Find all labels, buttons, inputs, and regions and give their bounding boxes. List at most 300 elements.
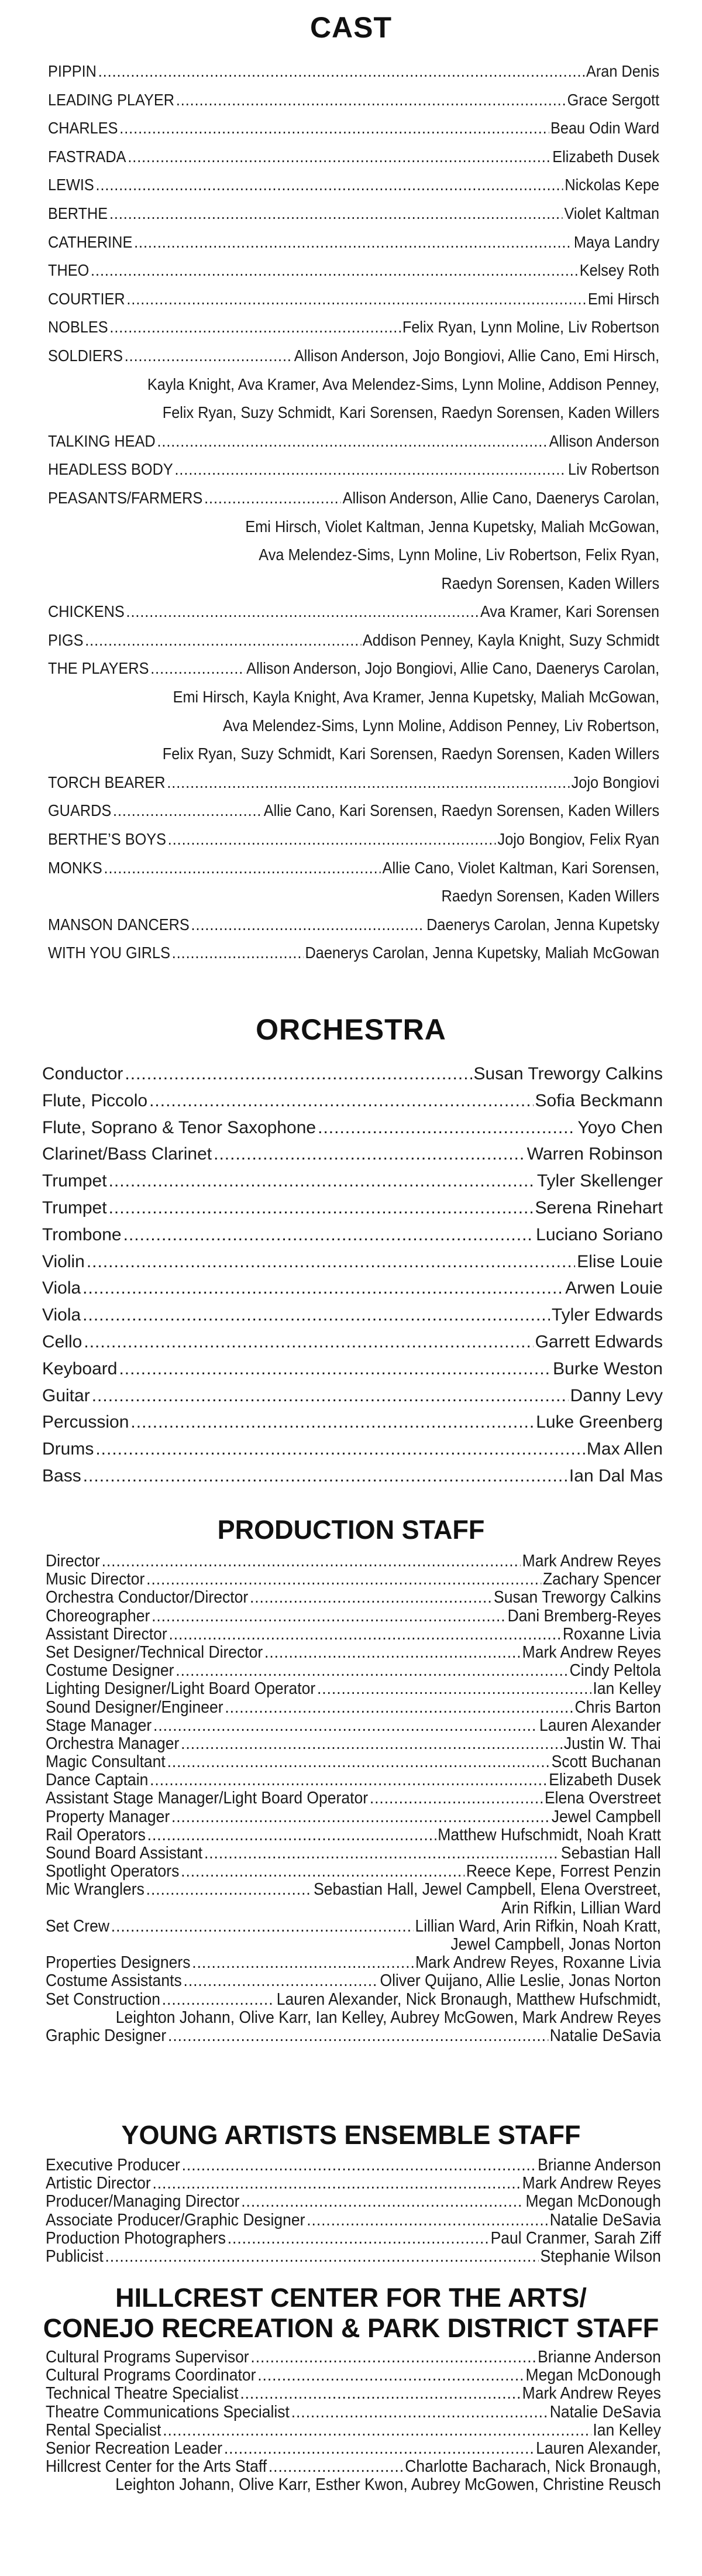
hillcrest-heading-line1: HILLCREST CENTER FOR THE ARTS/ xyxy=(115,2283,587,2313)
credit-role: Viola xyxy=(42,1278,81,1298)
credit-row xyxy=(46,1625,661,1644)
credit-name: Lillian Ward, Arin Rifkin, Noah Kratt, xyxy=(415,1916,661,1936)
credit-role: NOBLES xyxy=(48,318,108,337)
dot-leader xyxy=(182,2156,536,2174)
credit-name: Paul Cranmer, Sarah Ziff xyxy=(490,2228,661,2248)
credit-continuation: Ava Melendez-Sims, Lynn Moline, Liv Robertson, Felix Ryan, xyxy=(259,546,660,564)
credit-role: MANSON DANCERS xyxy=(48,915,190,934)
credit-row xyxy=(48,825,659,854)
dot-leader xyxy=(113,797,262,825)
credit-role: Properties Designers xyxy=(46,1953,191,1973)
credit-name: Serena Rinehart xyxy=(535,1198,663,1217)
credit-role: Set Designer/Technical Director xyxy=(46,1642,263,1662)
credit-row xyxy=(48,854,659,883)
credit-row xyxy=(46,1662,661,1680)
credit-name: Jojo Bongiov, Felix Ryan xyxy=(497,830,660,849)
credit-role: Assistant Stage Manager/Light Board Operator xyxy=(46,1789,369,1808)
credit-role: BERTHE’S BOYS xyxy=(48,830,166,849)
credit-name: Lauren Alexander, Nick Bronaugh, Matthew Hufschmidt, xyxy=(276,1990,661,2009)
credit-role: Publicist xyxy=(46,2246,104,2266)
credit-name: Elizabeth Dusek xyxy=(549,1771,661,1790)
credit-role: Production Photographers xyxy=(46,2228,226,2248)
credit-role: Orchestra Conductor/Director xyxy=(46,1588,249,1607)
credit-row xyxy=(46,1808,661,1826)
cast-list xyxy=(48,57,659,968)
credit-continuation: Ava Melendez-Sims, Lynn Moline, Addison Penney, Liv Robertson, xyxy=(222,716,660,735)
credit-role: Theatre Communications Specialist xyxy=(46,2402,290,2421)
credit-name: Scott Buchanan xyxy=(551,1752,661,1772)
credit-role: TALKING HEAD xyxy=(48,431,156,450)
credit-name: Allison Anderson, Jojo Bongiovi, Allie Cano, Daenerys Carolan, xyxy=(246,659,660,678)
credit-row xyxy=(46,2385,661,2403)
credit-role: Costume Assistants xyxy=(46,1971,182,1991)
credit-name: Maya Landry xyxy=(573,232,660,251)
credit-row xyxy=(46,1735,661,1753)
credit-name: Allie Cano, Kari Sorensen, Raedyn Sorensen, Kaden Willers xyxy=(263,801,660,820)
credit-row xyxy=(48,342,659,371)
credit-row xyxy=(46,2193,661,2211)
dot-leader xyxy=(162,1991,275,2009)
credit-name: Allison Anderson, Jojo Bongiovi, Allie Cano, Emi Hirsch, xyxy=(294,346,660,365)
dot-leader xyxy=(192,1954,414,1972)
dot-leader xyxy=(152,1607,506,1625)
credit-name: Luciano Soriano xyxy=(536,1224,663,1244)
credit-row xyxy=(46,1991,661,2009)
dot-leader xyxy=(111,1918,414,1936)
cast-section xyxy=(0,11,702,962)
credit-role: CHARLES xyxy=(48,119,118,138)
credit-row xyxy=(42,1302,663,1329)
orchestra-section xyxy=(0,1013,702,1486)
credit-role: LEWIS xyxy=(48,176,94,194)
credit-row xyxy=(48,285,659,314)
dot-leader xyxy=(109,313,401,342)
dot-leader xyxy=(126,285,586,314)
credit-role: Assistant Director xyxy=(46,1624,167,1644)
credit-name: Daenerys Carolan, Jenna Kupetsky xyxy=(426,915,660,934)
credit-role: Director xyxy=(46,1552,100,1570)
credit-name: Mark Andrew Reyes xyxy=(522,2174,661,2193)
dot-leader xyxy=(125,1061,472,1088)
dot-leader xyxy=(102,1552,521,1570)
dot-leader xyxy=(82,1302,550,1329)
credit-name: Ava Kramer, Kari Sorensen xyxy=(480,602,660,621)
dot-leader xyxy=(105,2248,538,2266)
credit-row xyxy=(46,1717,661,1735)
dot-leader xyxy=(119,114,549,143)
credit-name: Mark Andrew Reyes xyxy=(522,1642,661,1662)
dot-leader xyxy=(307,2211,548,2229)
dot-leader xyxy=(204,484,341,513)
credit-row xyxy=(46,2211,661,2229)
dot-leader xyxy=(168,1625,561,1644)
hillcrest-staff-section xyxy=(0,2283,702,2495)
credit-continuation: Felix Ryan, Suzy Schmidt, Kari Sorensen, Raedyn Sorensen, Kaden Willers xyxy=(162,745,660,763)
dot-leader xyxy=(168,825,496,854)
credit-name: Addison Penney, Kayla Knight, Suzy Schmidt xyxy=(362,630,660,649)
yae-staff-list xyxy=(46,2156,661,2266)
credit-row xyxy=(48,455,659,484)
credit-continuation: Emi Hirsch, Violet Kaltman, Jenna Kupetsky, Maliah McGowan, xyxy=(245,517,660,536)
production-staff-heading: PRODUCTION STAFF xyxy=(217,1515,485,1545)
credit-role: Associate Producer/Graphic Designer xyxy=(46,2210,305,2229)
credit-name: Elise Louie xyxy=(577,1251,663,1271)
credit-name: Matthew Hufschmidt, Noah Kratt xyxy=(438,1825,661,1844)
credit-role: THE PLAYERS xyxy=(48,659,149,678)
dot-leader xyxy=(257,2366,524,2385)
credit-row xyxy=(46,1954,661,1972)
credit-row xyxy=(48,171,659,200)
credit-name: Elizabeth Dusek xyxy=(552,147,660,166)
credit-role: Set Crew xyxy=(46,1916,109,1936)
credit-role: FASTRADA xyxy=(48,147,126,166)
production-staff-section xyxy=(0,1515,702,2045)
credit-name: Tyler Skellenger xyxy=(536,1171,663,1191)
dot-leader xyxy=(214,1141,525,1168)
dot-leader xyxy=(172,939,304,968)
credit-name: Sebastian Hall, Jewel Campbell, Elena Overstreet, xyxy=(314,1880,661,1899)
credit-name: Susan Treworgy Calkins xyxy=(494,1588,661,1607)
credit-row xyxy=(46,1644,661,1662)
cast-heading: CAST xyxy=(309,11,393,44)
credit-row xyxy=(46,2366,661,2385)
credit-role: SOLDIERS xyxy=(48,346,123,365)
credit-name: Mark Andrew Reyes xyxy=(522,2384,661,2403)
credit-row xyxy=(48,654,659,683)
credit-continuation: Raedyn Sorensen, Kaden Willers xyxy=(441,887,660,905)
credit-name: Violet Kaltman xyxy=(564,204,660,222)
yae-staff-heading: YOUNG ARTISTS ENSEMBLE STAFF xyxy=(121,2120,581,2150)
dot-leader xyxy=(167,1753,550,1771)
credit-role: Flute, Piccolo xyxy=(42,1090,148,1110)
credit-role: CATHERINE xyxy=(48,232,133,251)
dot-leader xyxy=(149,1088,533,1114)
dot-leader xyxy=(92,1383,569,1409)
credit-role: THEO xyxy=(48,261,90,280)
credit-row xyxy=(48,911,659,939)
credit-row xyxy=(48,598,659,626)
credit-row xyxy=(42,1275,663,1302)
credit-name: Elena Overstreet xyxy=(544,1789,661,1808)
credit-row xyxy=(42,1114,663,1141)
dot-leader xyxy=(153,1717,538,1735)
credit-name: Lauren Alexander, xyxy=(536,2438,661,2458)
credit-row xyxy=(46,2027,661,2045)
dot-leader xyxy=(87,1248,575,1275)
credit-role: Rail Operators xyxy=(46,1825,146,1844)
credit-role: CHICKENS xyxy=(48,602,125,621)
credit-role: Cultural Programs Supervisor xyxy=(46,2348,249,2366)
credit-row xyxy=(46,1570,661,1589)
credit-name: Jewel Campbell xyxy=(551,1807,661,1826)
credit-role: Producer/Managing Director xyxy=(46,2192,240,2211)
credit-name: Reece Kepe, Forrest Penzin xyxy=(466,1862,661,1881)
credit-row xyxy=(48,143,659,171)
credit-name: Aran Denis xyxy=(586,62,660,80)
credit-name: Ian Dal Mas xyxy=(569,1466,663,1486)
credit-row xyxy=(48,484,659,513)
dot-leader xyxy=(250,2348,536,2366)
credit-name: Emi Hirsch xyxy=(587,289,660,308)
credit-role: LEADING PLAYER xyxy=(48,90,175,109)
dot-leader xyxy=(125,342,292,371)
credit-name: Jojo Bongiovi xyxy=(571,773,660,791)
credit-role: Stage Manager xyxy=(46,1716,152,1735)
hillcrest-heading-line2: CONEJO RECREATION & PARK DISTRICT STAFF xyxy=(43,2313,659,2343)
credit-role: Magic Consultant xyxy=(46,1752,166,1772)
yae-staff-section xyxy=(0,2120,702,2266)
dot-leader xyxy=(82,1275,563,1302)
credit-name: Megan McDonough xyxy=(525,2192,661,2211)
credit-row xyxy=(42,1168,663,1195)
dot-leader xyxy=(163,2421,591,2440)
dot-leader xyxy=(241,2193,524,2211)
credit-name: Ian Kelley xyxy=(593,1679,661,1699)
credit-role: Cultural Programs Coordinator xyxy=(46,2366,256,2385)
credit-row xyxy=(42,1088,663,1114)
dot-leader xyxy=(123,1222,535,1248)
credit-name: Brianne Anderson xyxy=(538,2348,661,2366)
credit-name: Oliver Quijano, Allie Leslie, Jonas Norton xyxy=(380,1971,661,1991)
credit-row xyxy=(46,2440,661,2458)
credit-role: Rental Specialist xyxy=(46,2420,161,2440)
credit-name: Beau Odin Ward xyxy=(550,119,660,138)
credit-row xyxy=(46,1607,661,1625)
credit-row xyxy=(46,1753,661,1771)
credit-name: Justin W. Thai xyxy=(563,1734,661,1753)
dot-leader xyxy=(119,1356,551,1383)
dot-leader xyxy=(84,1329,533,1356)
dot-leader xyxy=(134,228,572,257)
credit-row xyxy=(46,1552,661,1570)
dot-leader xyxy=(225,1699,573,1717)
credit-row xyxy=(48,57,659,86)
dot-leader xyxy=(95,1436,585,1463)
credit-continuation: Emi Hirsch, Kayla Knight, Ava Kramer, Jenna Kupetsky, Maliah McGowan, xyxy=(173,688,660,706)
credit-role: Cello xyxy=(42,1332,82,1352)
dot-leader xyxy=(171,1808,550,1826)
credit-role: Trombone xyxy=(42,1224,122,1244)
dot-leader xyxy=(150,654,245,683)
credit-role: Conductor xyxy=(42,1064,123,1083)
credit-row xyxy=(46,2348,661,2366)
credit-name: Felix Ryan, Lynn Moline, Liv Robertson xyxy=(402,318,660,337)
credit-name: Tyler Edwards xyxy=(551,1305,663,1325)
dot-leader xyxy=(98,57,584,86)
credit-role: Costume Designer xyxy=(46,1661,174,1680)
credit-row xyxy=(48,200,659,228)
dot-leader xyxy=(228,2229,489,2248)
dot-leader xyxy=(204,1844,559,1862)
credit-row xyxy=(46,1881,661,1899)
credit-role: MONKS xyxy=(48,858,102,877)
credit-role: COURTIER xyxy=(48,289,125,308)
credit-row xyxy=(42,1383,663,1409)
credit-role: GUARDS xyxy=(48,801,112,820)
credit-role: Bass xyxy=(42,1466,81,1486)
credit-name: Allison Anderson xyxy=(549,431,660,450)
credit-role: Guitar xyxy=(42,1385,90,1405)
dot-leader xyxy=(95,171,563,200)
credit-row xyxy=(46,2458,661,2476)
credit-name: Nickolas Kepe xyxy=(565,176,660,194)
dot-leader xyxy=(269,2458,404,2476)
credit-role: Technical Theatre Specialist xyxy=(46,2384,239,2403)
credit-name: Natalie DeSavia xyxy=(549,2026,661,2045)
credit-role: Dance Captain xyxy=(46,1771,149,1790)
credit-name: Allie Cano, Violet Kaltman, Kari Sorensen, xyxy=(382,858,660,877)
credit-row xyxy=(46,1972,661,1990)
credit-name: Mark Andrew Reyes xyxy=(522,1552,661,1570)
credit-role: Lighting Designer/Light Board Operator xyxy=(46,1679,316,1699)
credit-row xyxy=(46,1862,661,1881)
credit-name: Chris Barton xyxy=(574,1697,661,1717)
credit-row xyxy=(42,1248,663,1275)
credit-role: Senior Recreation Leader xyxy=(46,2438,223,2458)
credit-row xyxy=(46,2156,661,2174)
credit-name: Grace Sergott xyxy=(567,90,660,109)
credit-role: PEASANTS/FARMERS xyxy=(48,488,203,507)
credit-name: Garrett Edwards xyxy=(535,1332,663,1352)
credit-role: Set Construction xyxy=(46,1990,160,2009)
credit-name: Sebastian Hall xyxy=(560,1844,661,1862)
credit-name: Max Allen xyxy=(586,1439,663,1459)
credit-row xyxy=(42,1409,663,1436)
credit-role: TORCH BEARER xyxy=(48,773,166,791)
credit-continuation: Jewel Campbell, Jonas Norton xyxy=(450,1934,661,1954)
dot-leader xyxy=(167,769,570,797)
credit-row xyxy=(46,1771,661,1789)
dot-leader xyxy=(104,854,381,883)
credit-name: Arwen Louie xyxy=(565,1278,663,1298)
credit-row xyxy=(48,427,659,456)
credit-name: Sofia Beckmann xyxy=(535,1090,663,1110)
orchestra-heading: ORCHESTRA xyxy=(256,1013,446,1046)
credit-row xyxy=(46,1826,661,1844)
credit-name: Ian Kelley xyxy=(593,2420,661,2440)
dot-leader xyxy=(176,1662,568,1680)
production-staff-list xyxy=(46,1552,661,2045)
credit-continuation: Raedyn Sorensen, Kaden Willers xyxy=(441,574,660,592)
dot-leader xyxy=(85,626,361,655)
credit-name: Megan McDonough xyxy=(525,2366,661,2385)
dot-leader xyxy=(291,2403,548,2421)
credit-name: Danny Levy xyxy=(570,1385,663,1405)
dot-leader xyxy=(109,1195,534,1222)
credit-name: Cindy Peltola xyxy=(569,1661,661,1680)
dot-leader xyxy=(264,1644,521,1662)
credit-row xyxy=(46,1699,661,1717)
dot-leader xyxy=(152,2174,520,2193)
dot-leader xyxy=(317,1680,591,1698)
credit-row xyxy=(42,1436,663,1463)
dot-leader xyxy=(191,911,425,939)
credit-name: Susan Treworgy Calkins xyxy=(473,1064,663,1083)
credit-role: Violin xyxy=(42,1251,85,1271)
dot-leader xyxy=(181,1735,562,1753)
dot-leader xyxy=(184,1972,378,1990)
credit-role: WITH YOU GIRLS xyxy=(48,944,170,962)
credit-row xyxy=(46,2248,661,2266)
dot-leader xyxy=(146,1570,541,1589)
credit-name: Natalie DeSavia xyxy=(549,2210,661,2229)
credit-row xyxy=(46,1589,661,1607)
credit-role: PIGS xyxy=(48,630,84,649)
credit-row xyxy=(48,86,659,115)
credit-role: PIPPIN xyxy=(48,62,97,80)
credit-role: Viola xyxy=(42,1305,81,1325)
credit-row xyxy=(46,1789,661,1807)
credit-row xyxy=(46,1918,661,1936)
credit-role: BERTHE xyxy=(48,204,108,222)
dot-leader xyxy=(147,1826,436,1844)
credit-role: Orchestra Manager xyxy=(46,1734,180,1753)
credit-row xyxy=(48,313,659,342)
credit-name: Roxanne Livia xyxy=(562,1624,661,1644)
dot-leader xyxy=(157,427,547,456)
credit-row xyxy=(42,1141,663,1168)
credit-row xyxy=(48,256,659,285)
credit-row xyxy=(48,797,659,825)
credit-row xyxy=(48,114,659,143)
credit-row xyxy=(42,1463,663,1490)
dot-leader xyxy=(318,1114,576,1141)
credit-row xyxy=(46,1680,661,1698)
dot-leader xyxy=(109,200,563,228)
credit-role: Graphic Designer xyxy=(46,2026,167,2045)
credit-name: Natalie DeSavia xyxy=(549,2402,661,2421)
credit-name: Mark Andrew Reyes, Roxanne Livia xyxy=(415,1953,661,1973)
credit-role: Sound Designer/Engineer xyxy=(46,1697,223,1717)
credit-name: Burke Weston xyxy=(553,1359,663,1378)
credit-role: Trumpet xyxy=(42,1198,107,1217)
credit-role: Keyboard xyxy=(42,1359,118,1378)
credit-role: Property Manager xyxy=(46,1807,170,1826)
credit-row xyxy=(46,2403,661,2421)
dot-leader xyxy=(168,2027,548,2045)
credit-name: Lauren Alexander xyxy=(539,1716,661,1735)
credit-role: Music Director xyxy=(46,1570,145,1589)
credit-row xyxy=(46,2421,661,2440)
credit-row xyxy=(46,2174,661,2193)
credit-name: Allison Anderson, Allie Cano, Daenerys Carolan, xyxy=(342,488,660,507)
credit-role: Sound Board Assistant xyxy=(46,1844,203,1862)
dot-leader xyxy=(83,1463,567,1490)
hillcrest-staff-list xyxy=(46,2348,661,2495)
dot-leader xyxy=(128,143,550,171)
credit-name: Brianne Anderson xyxy=(538,2156,661,2174)
credit-continuation: Leighton Johann, Olive Karr, Ian Kelley, Aubrey McGowen, Mark Andrew Reyes xyxy=(115,2008,661,2027)
dot-leader xyxy=(150,1771,547,1789)
dot-leader xyxy=(370,1789,543,1807)
credit-row xyxy=(46,1844,661,1862)
credit-role: Percussion xyxy=(42,1412,129,1432)
credit-name: Daenerys Carolan, Jenna Kupetsky, Maliah McGowan xyxy=(305,944,660,962)
credit-continuation: Felix Ryan, Suzy Schmidt, Kari Sorensen, Raedyn Sorensen, Kaden Willers xyxy=(162,403,660,422)
credit-row xyxy=(48,626,659,655)
credit-role: Clarinet/Bass Clarinet xyxy=(42,1144,212,1164)
dot-leader xyxy=(126,598,479,626)
credit-row xyxy=(46,2229,661,2248)
credit-role: Flute, Soprano & Tenor Saxophone xyxy=(42,1117,316,1137)
credit-role: Trumpet xyxy=(42,1171,107,1191)
credit-row xyxy=(42,1195,663,1222)
credit-name: Yoyo Chen xyxy=(577,1117,663,1137)
dot-leader xyxy=(250,1589,492,1607)
credit-role: HEADLESS BODY xyxy=(48,460,173,479)
credit-name: Liv Robertson xyxy=(568,460,660,479)
credit-row xyxy=(42,1329,663,1356)
